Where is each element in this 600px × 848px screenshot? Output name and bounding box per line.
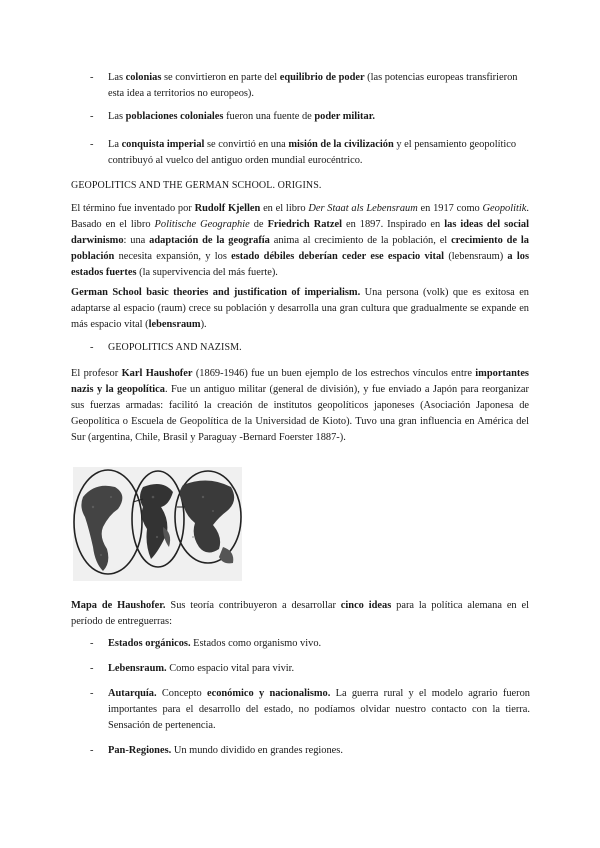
- paragraph-map: [71, 598, 529, 630]
- bullet-marker: -: [90, 72, 94, 83]
- bold-run: German School basic theories and justification of imperialism.: [71, 287, 361, 298]
- text-run: Concepto: [156, 688, 207, 699]
- bullet-marker: -: [90, 688, 94, 699]
- text-run: de: [249, 219, 268, 230]
- text-run: El profesor: [71, 368, 122, 379]
- bold-run: económico y nacionalismo.: [206, 688, 331, 699]
- text-run: se convirtieron en parte del: [161, 72, 280, 83]
- text-run: Las: [108, 72, 126, 83]
- bullet-marker: -: [90, 745, 94, 756]
- paragraph-kjellen: [71, 201, 529, 281]
- text-run: : una: [123, 235, 150, 246]
- text-run: en 1917 como: [417, 203, 483, 214]
- bullet-poblaciones: [108, 109, 530, 125]
- bold-run: misión de la civilización: [288, 139, 394, 150]
- bold-run: conquista imperial: [121, 139, 205, 150]
- text-run: Estados como organismo vivo.: [190, 638, 322, 649]
- bold-run: Estados orgánicos.: [108, 638, 191, 649]
- bold-run: cinco ideas: [340, 600, 392, 611]
- bold-run: Lebensraum.: [108, 663, 167, 674]
- bold-run: colonias: [125, 72, 162, 83]
- text-run: se convirtió en una: [204, 139, 289, 150]
- text-run: Las: [108, 111, 126, 122]
- bullet-conquista-text: [108, 137, 530, 169]
- bold-run: estado débiles deberían ceder ese espacio vital: [231, 251, 445, 262]
- bold-run: Pan-Regiones.: [108, 745, 172, 756]
- italic-run: Der Staat als Lebensraum: [308, 203, 418, 214]
- bullet-lebensraum: [108, 661, 530, 677]
- italic-run: Politische Geographie: [154, 219, 250, 230]
- text-run: fueron una fuente de: [223, 111, 315, 122]
- paragraph-german-theories: [71, 285, 529, 333]
- text-run: en el libro: [260, 203, 309, 214]
- text-run: (1869-1946) fue un buen ejemplo de los estrechos vínculos entre: [192, 368, 476, 379]
- text-run: Una persona (volk) que es exitosa en adaptarse al espacio (raum) crece su población y desarrolla una gran cultura que gradualmente se expande en más espacio vital (: [71, 287, 529, 330]
- bullet-colonias: [108, 70, 530, 102]
- bold-run: Karl Haushofer: [121, 368, 193, 379]
- text-run: (la supervivencia del más fuerte).: [136, 267, 278, 278]
- bold-run: equilibrio de poder: [279, 72, 365, 83]
- text-run: necesita expansión, y los: [114, 251, 232, 262]
- heading-german-school: GEOPOLITICS AND THE GERMAN SCHOOL. ORIGINS.: [71, 180, 322, 191]
- bullet-autarquia: [108, 686, 530, 734]
- heading-nazism: GEOPOLITICS AND NAZISM.: [108, 342, 242, 353]
- paragraph-haushofer: [71, 366, 529, 446]
- text-run: ).: [200, 319, 207, 330]
- text-run: Como espacio vital para vivir.: [166, 663, 295, 674]
- bullet-conquista: -: [90, 139, 94, 150]
- bold-run: importantes nazis y la geopolítica: [71, 368, 529, 395]
- bold-run: poder militar.: [314, 111, 375, 122]
- haushofer-map-image: [73, 467, 242, 581]
- text-run: anima al crecimiento de la población, el: [269, 235, 452, 246]
- bullet-marker: -: [90, 111, 94, 122]
- bullet-marker: -: [90, 663, 94, 674]
- text-run: El término fue inventado por: [71, 203, 195, 214]
- text-run: (lebensraum): [444, 251, 508, 262]
- text-run: Un mundo dividido en grandes regiones.: [171, 745, 343, 756]
- bullet-pan-regiones: [108, 743, 530, 759]
- bold-run: Autarquía.: [108, 688, 157, 699]
- text-run: La: [108, 139, 122, 150]
- text-run: y el pensamiento geopolítico contribuyó al vuelco del antiguo orden mundial eurocéntrico.: [108, 139, 517, 166]
- bold-run: crecimiento de la población: [71, 235, 529, 262]
- text-run: . Fue un antiguo militar (general de división), y fue enviado a Japón para reorganizar sus fuerzas armadas: facilitó la creación de institutos geopolíticos japoneses (Asociación Japonesa de Geopolítica o Escuela de Geopolítica de la Universidad de Kioto). Tuvo una gran influencia en América del Sur (argentina, Chile, Brasil y Paraguay -Bernard Foerster 1887-).: [71, 384, 529, 443]
- bold-run: adaptación de la geografía: [149, 235, 270, 246]
- text-run: . Basado en el libro: [71, 203, 530, 230]
- bullet-estados-organicos: [108, 636, 530, 652]
- text-run: para la política alemana en el período de entreguerras:: [71, 600, 530, 627]
- text-run: Sus teoría contribuyeron a desarrollar: [165, 600, 341, 611]
- text-run: La guerra rural y el modelo agrario fueron importantes para el desarrollo del estado, no podíamos olvidar nuestro contacto con la tierra. Sensación de pertenencia.: [108, 688, 530, 731]
- bold-run: lebensraum: [148, 319, 201, 330]
- bold-run: Friedrich Ratzel: [267, 219, 342, 230]
- bold-run: las ideas del social darwinismo: [71, 219, 529, 246]
- bold-run: poblaciones coloniales: [125, 111, 224, 122]
- bold-run: Rudolf Kjellen: [194, 203, 261, 214]
- bullet-marker: -: [90, 638, 94, 649]
- bold-run: a los estados fuertes: [71, 251, 530, 278]
- italic-run: Geopolitik: [482, 203, 527, 214]
- bullet-marker: -: [90, 342, 94, 353]
- text-run: (las potencias europeas transfirieron esta idea a territorios no europeos).: [108, 72, 518, 99]
- bold-run: Mapa de Haushofer.: [71, 600, 166, 611]
- text-run: en 1897. Inspirado en: [341, 219, 445, 230]
